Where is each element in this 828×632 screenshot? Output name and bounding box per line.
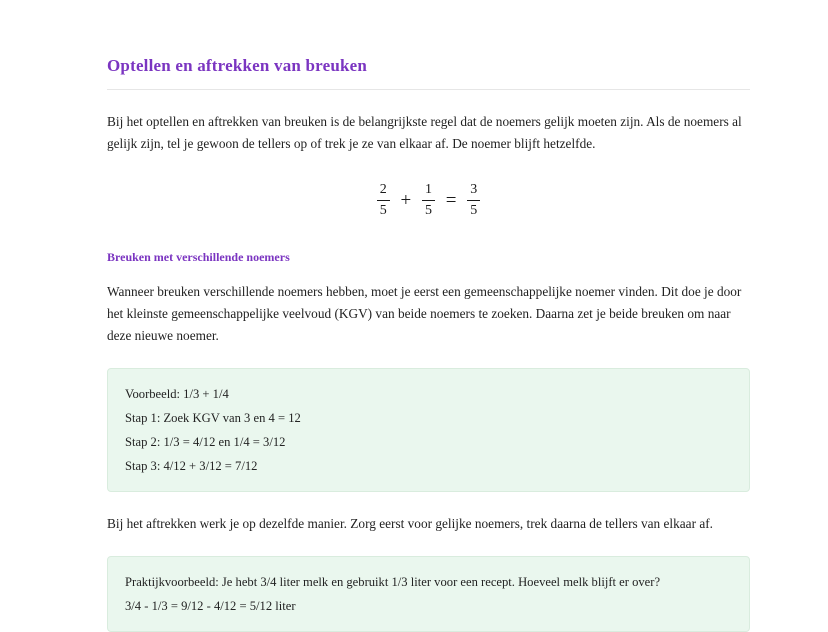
fraction-1-numerator: 2 (377, 183, 390, 201)
different-denominators-paragraph: Wanneer breuken verschillende noemers hebben, moet je eerst een gemeenschappelijke noemer vinden. Dit doe je door het kleinste gemeenschappelijke veelvoud (KGV) van beide noemers te zoeken. Daarna zet je beide breuken om naar deze nieuwe noemer. (107, 284, 742, 343)
plus-operator: + (400, 189, 412, 211)
fraction-formula (107, 183, 750, 218)
example-box-line: Stap 2: 1/3 = 4/12 en 1/4 = 3/12 (125, 435, 286, 449)
intro-paragraph: Bij het optellen en aftrekken van breuken is de belangrijkste regel dat de noemers gelijk moeten zijn. Als de noemers al gelijk zijn, tel je gewoon de tellers op of trek je ze van elkaar af. De noemer blijft hetzelfde. (107, 114, 742, 151)
practice-box (107, 556, 750, 632)
example-box-line: Stap 1: Zoek KGV van 3 en 4 = 12 (125, 411, 301, 425)
example-box-line: Voorbeeld: 1/3 + 1/4 (125, 387, 229, 401)
fraction-result-denominator: 5 (470, 203, 478, 218)
page-title: Optellen en aftrekken van breuken (107, 56, 750, 90)
fraction-1-denominator: 5 (379, 203, 387, 218)
fraction-result (467, 183, 480, 218)
subtraction-paragraph: Bij het aftrekken werk je op dezelfde manier. Zorg eerst voor gelijke noemers, trek daarna de tellers van elkaar af. (107, 516, 713, 531)
practice-box-line: Praktijkvoorbeeld: Je hebt 3/4 liter melk en gebruikt 1/3 liter voor een recept. Hoeveel melk blijft er over? (125, 575, 661, 589)
equals-operator: = (445, 189, 457, 211)
practice-box-line: 3/4 - 1/3 = 9/12 - 4/12 = 5/12 liter (125, 599, 296, 613)
fraction-2 (422, 183, 435, 218)
fraction-result-numerator: 3 (467, 183, 480, 201)
section-subheading: Breuken met verschillende noemers (107, 250, 290, 264)
example-box (107, 368, 750, 492)
example-box-line: Stap 3: 4/12 + 3/12 = 7/12 (125, 459, 258, 473)
fraction-1 (377, 183, 390, 218)
fraction-2-denominator: 5 (425, 203, 432, 218)
fraction-2-numerator: 1 (422, 183, 435, 201)
